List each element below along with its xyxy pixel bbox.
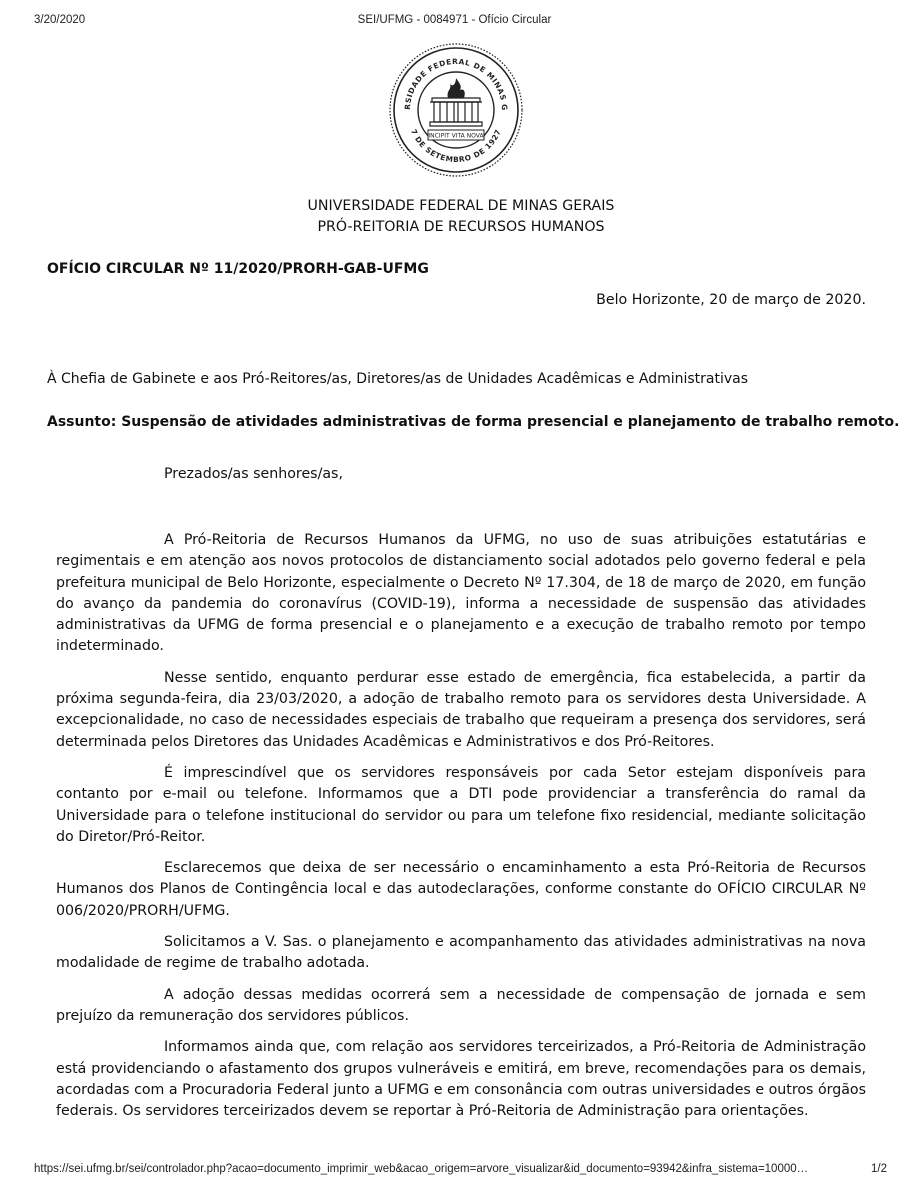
body-paragraph: Solicitamos a V. Sas. o planejamento e acompanhamento das atividades administrativas na nova modalidade de regime de trabalho adotada.	[56, 934, 866, 972]
university-seal-icon	[388, 42, 524, 178]
document-date: Belo Horizonte, 20 de março de 2020.	[596, 292, 866, 308]
page-number: 1/2	[871, 1163, 887, 1175]
document-body	[56, 530, 866, 1132]
university-name: UNIVERSIDADE FEDERAL DE MINAS GERAIS	[307, 198, 615, 214]
print-header	[0, 14, 909, 30]
print-date: 3/20/2020	[34, 14, 86, 26]
print-url: https://sei.ufmg.br/sei/controlador.php?acao=documento_imprimir_web&acao_origem=arvore_visualizar&id_documento=93942&infra_sistema=10000…	[34, 1163, 809, 1175]
print-title: SEI/UFMG - 0084971 - Ofício Circular	[357, 14, 552, 26]
body-paragraph: Nesse sentido, enquanto perdurar esse estado de emergência, fica estabelecida, a partir da próxima segunda-feira, dia 23/03/2020, a adoção de trabalho remoto para os servidores desta Universidade. A excepcionalidade, no caso de necessidades especiais de trabalho que requeiram a presença dos servidores, será determinada pelos Diretores das Unidades Acadêmicas e Administrativos e dos Pró-Reitores.	[56, 669, 866, 750]
document-number: OFÍCIO CIRCULAR Nº 11/2020/PRORH-GAB-UFMG	[47, 261, 429, 277]
svg-text:UNIVERSIDADE FEDERAL DE MINAS	[388, 42, 509, 111]
subject-line: Assunto: Suspensão de atividades administrativas de forma presencial e planejamento de trabalho remoto.	[47, 414, 900, 430]
seal-motto: INCIPIT VITA NOVA	[428, 132, 484, 140]
university-seal	[388, 42, 524, 178]
recipient-line: À Chefia de Gabinete e aos Pró-Reitores/as, Diretores/as de Unidades Acadêmicas e Administrativas	[47, 371, 749, 387]
print-footer	[0, 1163, 909, 1179]
body-paragraph: A Pró-Reitoria de Recursos Humanos da UFMG, no uso de suas atribuições estatutárias e regimentais e em atenção aos novos protocolos de distanciamento social adotados pelo governo federal e pela prefeitura municipal de Belo Horizonte, especialmente o Decreto Nº 17.304, de 18 de março de 2020, em função do avanço da pandemia do coronavírus (COVID-19), informa a necessidade de suspensão das atividades administrativas da UFMG de forma presencial e o planejamento e a execução de trabalho remoto por tempo indeterminado.	[56, 532, 866, 655]
body-paragraph: Esclarecemos que deixa de ser necessário o encaminhamento a esta Pró-Reitoria de Recursos Humanos dos Planos de Contingência local e das autodeclarações, conforme constante do OFÍCIO CIRCULAR Nº 006/2020/PRORH/UFMG.	[56, 860, 866, 919]
body-paragraph: É imprescindível que os servidores responsáveis por cada Setor estejam disponíveis para contanto por e-mail ou telefone. Informamos que a DTI pode providenciar a transferência do ramal da Universidade para o telefone institucional do servidor ou para um telefone fixo residencial, mediante solicitação do Diretor/Pró-Reitor.	[56, 764, 866, 845]
institution-heading	[0, 196, 909, 238]
body-paragraph: A adoção dessas medidas ocorrerá sem a necessidade de compensação de jornada e sem prejuízo da remuneração dos servidores públicos.	[56, 986, 866, 1024]
seal-ring-text: RSIDADE FEDERAL DE MINAS G	[402, 56, 510, 112]
body-paragraph: Informamos ainda que, com relação aos servidores terceirizados, a Pró-Reitoria de Administração está providenciando o afastamento dos grupos vulneráveis e emitirá, em breve, recomendações para os demais, acordadas com a Procuradoria Federal junto a UFMG e em consonância com outras universidades e outros órgãos federais. Os servidores terceirizados devem se reportar à Pró-Reitoria de Administração para orientações.	[56, 1039, 866, 1120]
department-name: PRÓ-REITORIA DE RECURSOS HUMANOS	[317, 219, 605, 235]
seal-date-text: 7 DE SETEMBRO DE 1927	[409, 127, 503, 165]
salutation: Prezados/as senhores/as,	[164, 466, 343, 482]
